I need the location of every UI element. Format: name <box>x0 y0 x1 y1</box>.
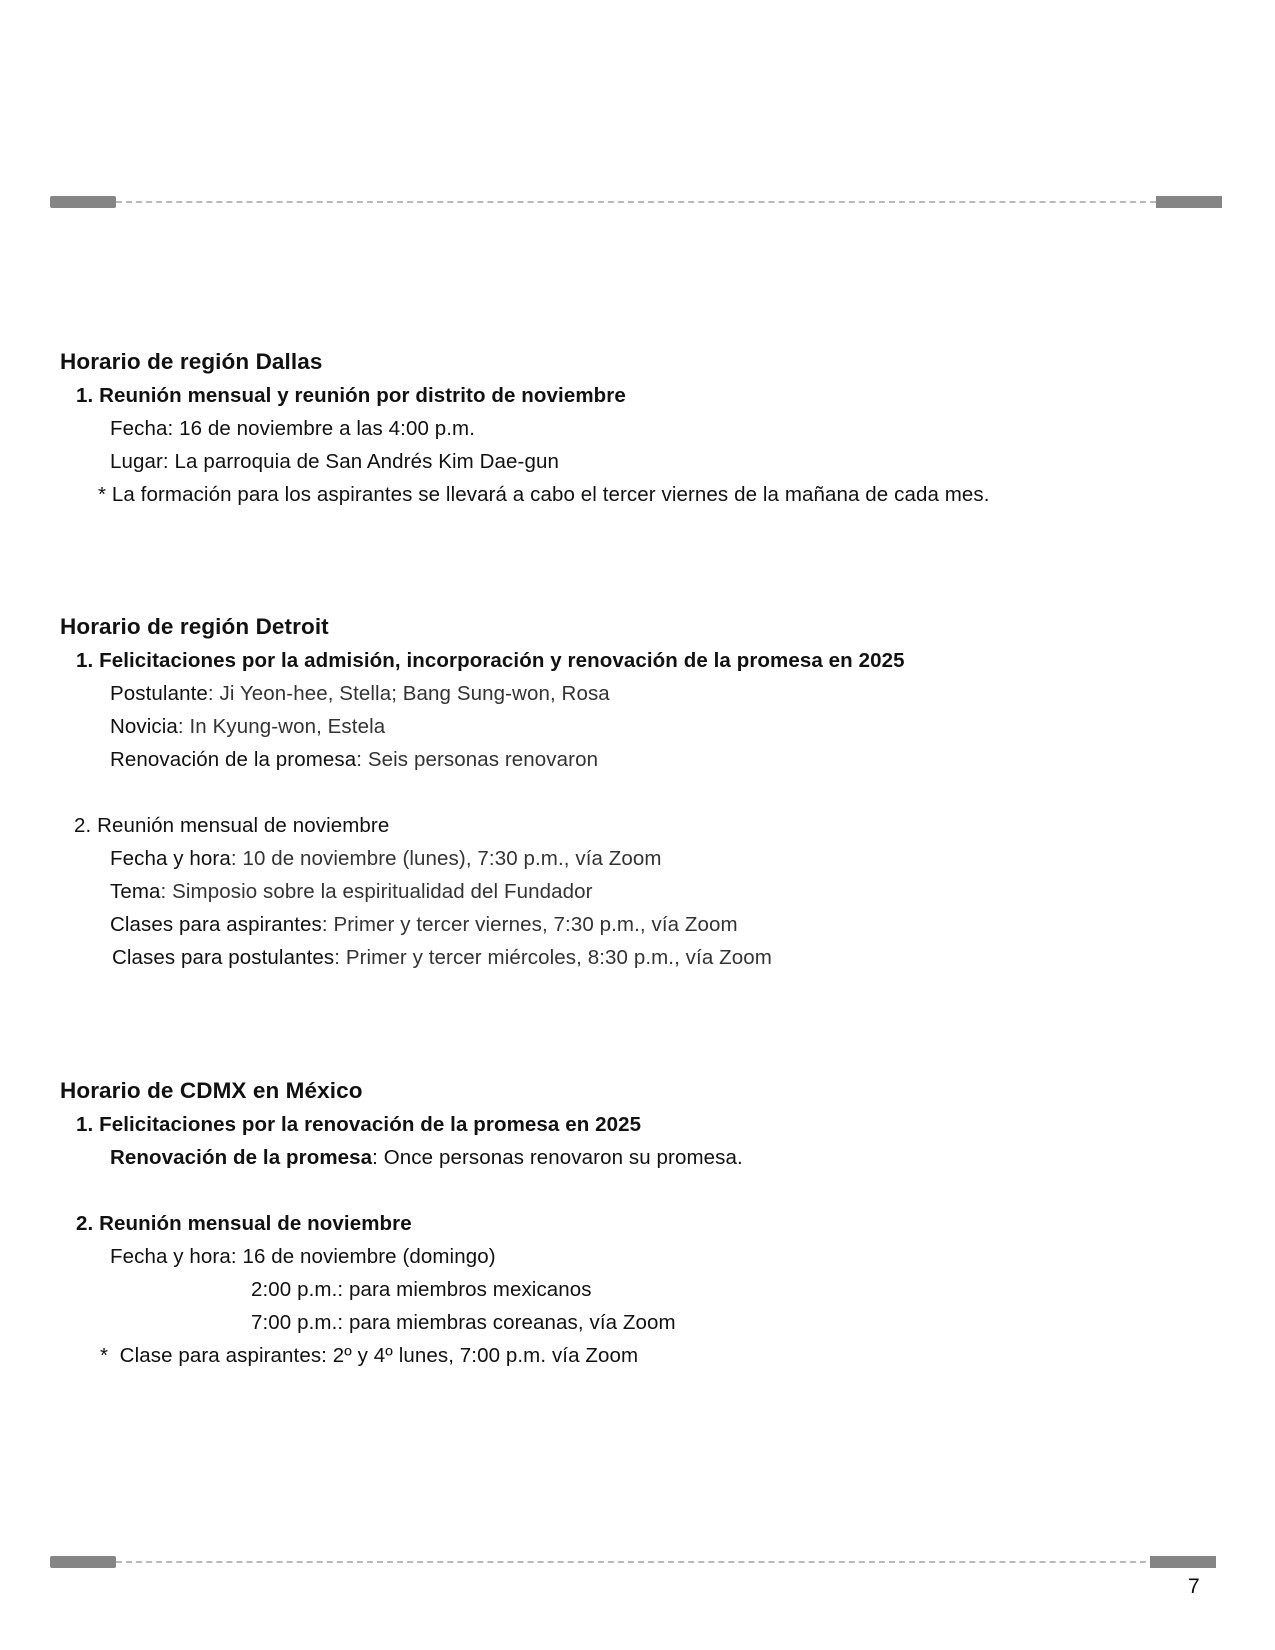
divider-dashes <box>116 201 1156 203</box>
item-detail <box>110 714 385 740</box>
item-title: 1. Reunión mensual y reunión por distrito de noviembre <box>76 384 626 407</box>
section-title: Horario de región Detroit <box>60 614 329 639</box>
detail-value: : Primer y tercer viernes, 7:30 p.m., vía Zoom <box>321 913 738 936</box>
detail-value: : Seis personas renovaron <box>356 748 599 771</box>
item-detail <box>110 912 738 938</box>
item-title: 1. Felicitaciones por la renovación de la promesa en 2025 <box>76 1113 642 1136</box>
detail-label: Clases para postulantes <box>112 946 335 969</box>
detail-value: : Once personas renovaron su promesa. <box>372 1146 743 1169</box>
item-detail <box>110 681 610 707</box>
detail-value: : Primer y tercer miércoles, 8:30 p.m., vía Zoom <box>334 946 772 969</box>
item-title: 2. Reunión mensual de noviembre <box>76 1212 412 1235</box>
item-detail <box>110 846 662 872</box>
bottom-divider <box>50 1553 1222 1567</box>
item-detail: Fecha: 16 de noviembre a las 4:00 p.m. <box>110 417 476 440</box>
item-detail <box>110 1145 743 1171</box>
item-detail: 7:00 p.m.: para miembras coreanas, vía Zoom <box>251 1311 676 1334</box>
note <box>100 1343 638 1369</box>
item-detail <box>110 879 593 905</box>
detail-label: Renovación de la promesa <box>110 748 357 771</box>
section-title: Horario de región Dallas <box>60 349 323 374</box>
item-detail: Lugar: La parroquia de San Andrés Kim Dae-gun <box>110 450 559 473</box>
detail-label: Tema <box>110 880 161 903</box>
note-text: Clase para aspirantes: 2º y 4º lunes, 7:00 p.m. vía Zoom <box>119 1344 639 1367</box>
divider-cap-right <box>1156 196 1222 208</box>
detail-value: : In Kyung-won, Estela <box>177 715 386 738</box>
detail-value: : Ji Yeon-hee, Stella; Bang Sung-won, Rosa <box>207 682 610 705</box>
item-title: 1. Felicitaciones por la admisión, incorporación y renovación de la promesa en 2025 <box>76 649 905 672</box>
section-title: Horario de CDMX en México <box>60 1078 363 1103</box>
detail-label: Renovación de la promesa <box>110 1146 373 1169</box>
item-detail: Fecha y hora: 16 de noviembre (domingo) <box>110 1245 496 1268</box>
detail-value: : Simposio sobre la espiritualidad del Fundador <box>160 880 593 903</box>
item-detail: 2:00 p.m.: para miembros mexicanos <box>251 1278 592 1301</box>
divider-dashes <box>116 1561 1156 1563</box>
item-detail <box>112 945 772 971</box>
detail-value: : 10 de noviembre (lunes), 7:30 p.m., vía Zoom <box>230 847 662 870</box>
divider-cap-left <box>50 196 116 208</box>
divider-cap-right <box>1150 1556 1216 1568</box>
detail-label: Postulante <box>110 682 208 705</box>
top-divider <box>50 193 1222 207</box>
item-detail <box>110 747 598 773</box>
detail-label: Clases para aspirantes <box>110 913 322 936</box>
divider-cap-left <box>50 1556 116 1568</box>
item-title: 2. Reunión mensual de noviembre <box>74 814 390 837</box>
detail-label: Novicia <box>110 715 178 738</box>
page-number: 7 <box>1188 1575 1200 1598</box>
note-star: * <box>100 1344 109 1367</box>
note: * La formación para los aspirantes se llevará a cabo el tercer viernes de la mañana de cada mes. <box>98 483 990 506</box>
detail-label: Fecha y hora <box>110 847 231 870</box>
